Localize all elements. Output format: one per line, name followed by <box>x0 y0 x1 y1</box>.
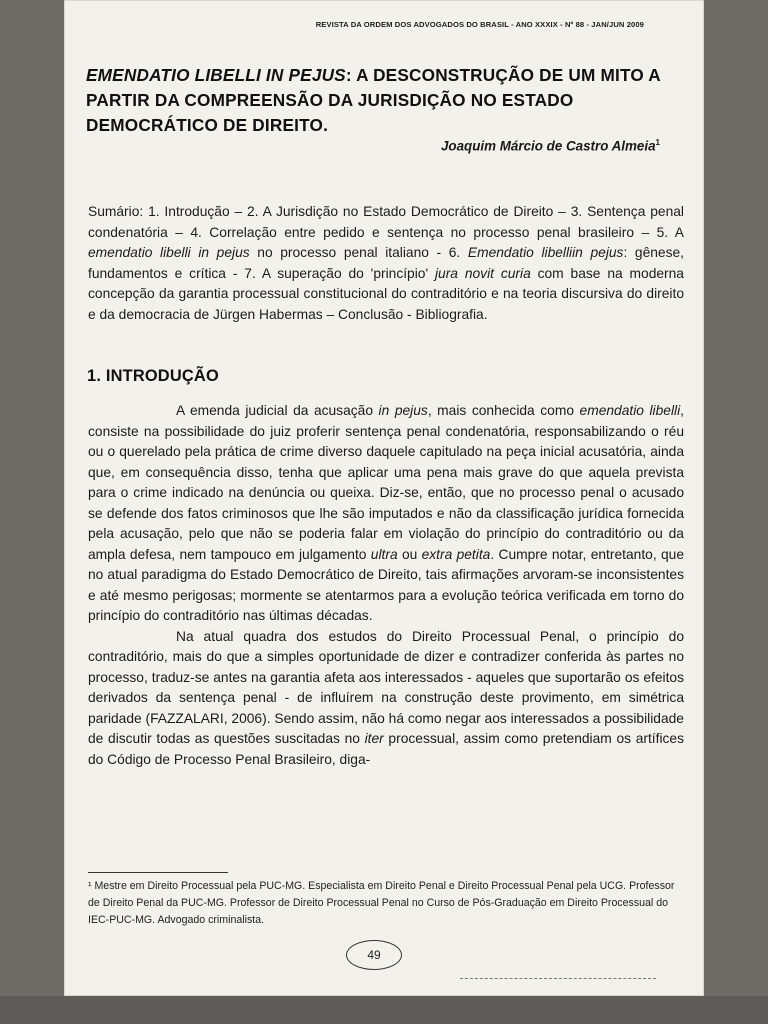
p1-text-c: , consiste na possibilidade do juiz proferir sentença penal condenatória, responsabilizando o réu ou o querelado pela prática de crime diverso daquele capitulado na peça inicial acusatória, ainda que, em consequência disso, tenha que aplicar uma pena mais grave do que aquela prevista para o crime indicado na denúncia ou queixa. Diz-se, então, que no processo penal o acusado se defende dos fatos criminosos que lhe são imputados e não da classificação jurídica fornecida pela acusação, pelo que não se poderia falar em violação do princípio do contraditório ou da ampla defesa, nem tampouco em julgamento <box>88 403 685 562</box>
title-italic-part: EMENDATIO LIBELLI IN PEJUS <box>86 65 346 85</box>
summary-em-1: emendatio libelli in pejus <box>88 245 250 261</box>
summary <box>88 202 684 326</box>
author-footnote-mark: 1 <box>655 138 660 147</box>
p1-em-c: ultra <box>370 546 398 562</box>
p2-em-a: iter <box>364 731 384 746</box>
dashed-line-divider <box>460 978 656 979</box>
section-heading: 1. INTRODUÇÃO <box>87 367 219 385</box>
scan-background <box>0 996 768 1024</box>
summary-em-3: jura novit curia <box>434 265 531 281</box>
p1-text-a: A emenda judicial da acusação <box>176 403 379 418</box>
p1-text-e: . Cumpre notar, entretanto, que no atual paradigma do Estado Democrático de Direito, tais afirmações arvoram-se inconsistentes e até mesmo perigosas; mormente se atentarmos para a evolução teórica verificada em torno do princípio do contraditório nas últimas décadas. <box>88 546 684 623</box>
paragraph-1 <box>88 401 684 627</box>
summary-text-2: no processo penal italiano - 6. <box>249 245 468 261</box>
footnote-rule <box>88 872 228 873</box>
page-number: 49 <box>346 940 402 970</box>
summary-text-4: com base na moderna concepção da garantia processual constitucional do contraditório e na teoria discursiva do direito e da democracia de Jürgen Habermas – Conclusão - Bibliografia. <box>88 265 684 322</box>
document-page <box>64 0 704 996</box>
p1-em-d: extra petita <box>421 546 491 562</box>
body-text <box>88 401 684 770</box>
p2-text-a: Na atual quadra dos estudos do Direito Processual Penal, o princípio do contraditório, mais do que a simples oportunidade de dizer e contradizer conferida às partes no processo, traduz-se antes na garantia afeta aos interessados - aqueles que suportarão os efeitos derivados da sentença penal - de influírem na construção deste provimento, em simétrica paridade (FAZZALARI, 2006). Sendo assim, não há como negar aos interessados a possibilidade de discutir todas as questões suscitadas no <box>88 628 684 746</box>
summary-em-2: Emendatio libelliin pejus <box>467 245 624 261</box>
p1-em-b: emendatio libelli <box>579 403 681 418</box>
p2-text-b: processual, assim como pretendiam os artífices do Código de Processo Penal Brasileiro, diga- <box>88 731 685 767</box>
summary-text-1: Sumário: 1. Introdução – 2. A Jurisdição no Estado Democrático de Direito – 3. Sentença penal condenatória – 4. Correlação entre pedido e sentença no processo penal brasileiro – 5. A <box>88 204 684 240</box>
article-title <box>86 63 671 138</box>
footnote: ¹ Mestre em Direito Processual pela PUC-MG. Especialista em Direito Penal e Direito Processual Penal pela UCG. Professor de Direito Penal da PUC-MG. Professor de Direito Processual Penal no Curso de Pós-Graduação em Direito Processual do IEC-PUC-MG. Advogado criminalista. <box>88 880 675 926</box>
title-rest: : A DESCONSTRUÇÃO DE UM MITO A PARTIR DA COMPREENSÃO DA JURISDIÇÃO NO ESTADO DEMOCRÁTICO DE DIREITO. <box>86 65 661 135</box>
running-head: REVISTA DA ORDEM DOS ADVOGADOS DO BRASIL - ANO XXXIX - Nº 88 - JAN/JUN 2009 <box>315 20 644 29</box>
p1-text-d: ou <box>397 546 422 562</box>
paragraph-2 <box>88 627 684 771</box>
author-line <box>441 138 660 153</box>
author-name: Joaquim Márcio de Castro Almeia <box>440 138 656 154</box>
summary-text-3: : gênese, fundamentos e crítica - 7. A superação do 'princípio' <box>88 245 684 281</box>
p1-text-b: , mais conhecida como <box>427 403 580 418</box>
p1-em-a: in pejus <box>378 403 428 418</box>
